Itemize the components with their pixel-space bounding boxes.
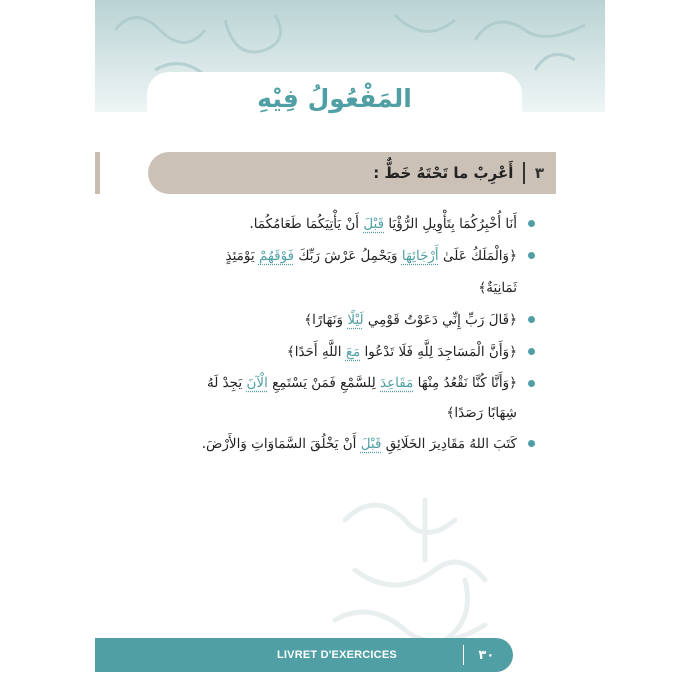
bullet-icon <box>528 220 535 227</box>
bullet-icon <box>528 252 535 259</box>
list-item <box>185 428 535 460</box>
header-divider <box>523 162 525 184</box>
list-item <box>185 368 535 428</box>
sentence-text: وَيَحْمِلُ عَرْشَ رَبِّكَ <box>294 248 402 264</box>
sentence-text: ﴿وَالْمَلَكُ عَلَىٰ <box>438 248 517 264</box>
underlined-word: لَيْلًا <box>347 312 364 328</box>
section-side-marker <box>95 152 100 194</box>
sentence-text: يَوْمَئِذٍ ثَمَانِيَةٌ﴾ <box>225 248 517 296</box>
underlined-word: الْآنَ <box>246 375 268 391</box>
footer-bar <box>95 638 513 672</box>
list-item <box>185 208 535 240</box>
footer-divider <box>463 645 465 665</box>
underlined-word: أَرْجَائِهَا <box>401 248 439 264</box>
sentence-text: أَنْ يَأْتِيَكُمَا طَعَامُكُمَا. <box>249 216 364 232</box>
sentence-text: أَنَا أُخْبِرُكُمَا بِتَأْوِيلِ الرُّؤْيَا <box>384 216 517 232</box>
list-item <box>185 240 535 304</box>
title-tab <box>147 72 522 124</box>
sentence-text: لِلسَّمْعِ فَمَنْ يَسْتَمِعِ <box>267 375 381 391</box>
sentence-text: اللَّهِ أَحَدًا﴾ <box>286 344 346 360</box>
exercise-instruction: أَعْرِبْ ما تَحْتَهُ خَطٌّ : <box>373 164 514 182</box>
bullet-icon <box>528 440 535 447</box>
underlined-word: فَوْقَهُمْ <box>258 248 295 264</box>
exercise-header <box>148 152 556 194</box>
sentence-text: ﴿وَأَنَّا كُنَّا نَقْعُدُ مِنْهَا <box>413 375 517 391</box>
sentence-text: ﴿قَالَ رَبِّ إِنِّي دَعَوْتُ قَوْمِي <box>363 312 517 328</box>
sentence-text: أَنْ يَخْلُقَ السَّمَاوَاتِ وَالأَرْضَ. <box>201 436 361 452</box>
sentence-text: ﴿وَأَنَّ الْمَسَاجِدَ لِلَّهِ فَلَا تَدْعُوا <box>360 344 517 360</box>
bullet-icon <box>528 380 535 387</box>
list-item <box>185 304 535 336</box>
sentence-text: يَجِدْ لَهُ شِهَابًا رَصَدًا﴾ <box>206 375 517 421</box>
bullet-icon <box>528 316 535 323</box>
sentence-text: وَنَهَارًا﴾ <box>304 312 348 328</box>
underlined-word: مَعَ <box>345 344 361 360</box>
underlined-word: قَبْلَ <box>363 216 385 232</box>
page-title: المَفْعُولُ فِيْهِ <box>257 83 412 113</box>
list-item <box>185 336 535 368</box>
underlined-word: مَقَاعِدَ <box>380 375 414 391</box>
page-number: ٣٠ <box>478 647 495 663</box>
exercise-number: ٣ <box>534 164 544 182</box>
footer-label: LIVRET D'EXERCICES <box>277 649 397 661</box>
bullet-icon <box>528 348 535 355</box>
sentence-text: كَتَبَ اللهُ مَقَادِيرَ الخَلَائِقِ <box>381 436 517 452</box>
underlined-word: قَبْلَ <box>360 436 382 452</box>
exercise-list <box>185 208 535 460</box>
